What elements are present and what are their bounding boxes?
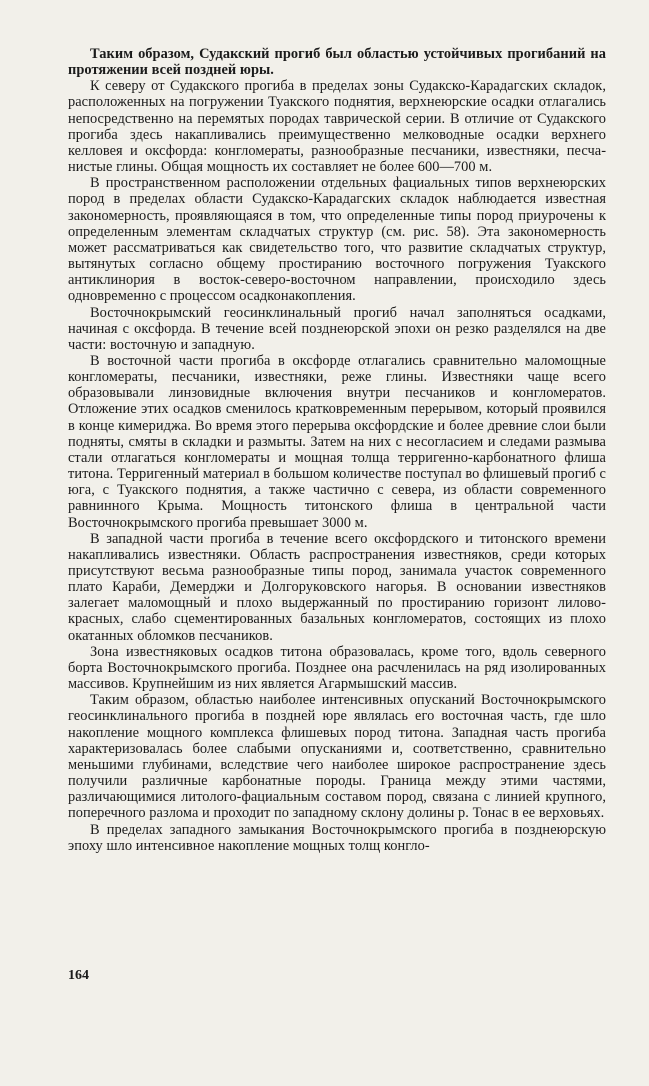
- paragraph: В пределах западного замыкания Восточнокрымского прогиба в позднеюрскую эпоху шло интенсивное накопление мощных толщ конгло-: [68, 821, 606, 854]
- paragraph: Таким образом, Судакский прогиб был областью устойчивых прогибаний на протяжении всей поздней юры.: [68, 46, 606, 79]
- paragraph: Восточнокрымский геосинклинальный прогиб начал заполняться осадками, начиная с оксфорда. В течение всей позднеюрской эпохи он резко разделялся на две части: восточную и западную.: [68, 304, 606, 353]
- page-number: 164: [68, 968, 89, 983]
- paragraph: В восточной части прогиба в оксфорде отлагались сравнительно маломощные конгломераты, песчаники, известняки, реже глины. Известняки чаще всего образовывали линзовидные включения внутри песчаников и конгломератов. Отложение этих осадков сменилось кратковременным перерывом, который проявился в конце кимериджа. Во время этого перерыва оксфордские и более древние слои были подняты, смяты в складки и размыты. Затем на них с несогласием и следами размыва стали отлагаться конгломераты и мощная толща терригенно-карбонатного флиша титона. Терригенный материал в большом количестве поступал во флишевый прогиб с юга, с Туакского поднятия, а также частично с севера, из области современного равнинного Крыма. Мощность титонского флиша в центральной части Восточнокрымского прогиба превышает 3000 м.: [68, 352, 606, 531]
- paragraph: Таким образом, областью наиболее интенсивных опусканий Восточнокрымского геосинклинального прогиба в поздней юре являлась его восточная часть, где шло накопление мощного комплекса флишевых пород титона. Западная часть прогиба характеризовалась более слабыми опусканиями и, соответственно, сравнительно меньшими глубинами, вследствие чего наиболее широкое распространение здесь получили различные карбонатные породы. Граница между этими частями, различающимися литолого-фациальным составом пород, связана с линией крупного, поперечного разлома и проходит по западному склону долины р. Тонас в ее верховьях.: [68, 692, 606, 822]
- paragraph: К северу от Судакского прогиба в пределах зоны Судакско-Карадагских складок, расположенных на погружении Туакского поднятия, верхнеюрские осадки отлагались непосредственно на перемятых породах таврической серии. В отличие от Судакского прогиба здесь накапливались преимущественно мелководные осадки верхнего келловея и оксфорда: конгломераты, разнообразные песчаники, известняки, песчанистые глины. Общая мощность их составляет не более 600—700 м.: [68, 78, 606, 176]
- page-text: [68, 46, 606, 854]
- paragraph: В пространственном расположении отдельных фациальных типов верхнеюрских пород в пределах области Судакско-Карадагских складок наблюдается известная закономерность, проявляющаяся в том, что определенные типы пород приурочены к определенным элементам складчатых структур (см. рис. 58). Эта закономерность может рассматриваться как свидетельство того, что развитие складчатых структур, вытянутых согласно общему простиранию восточного погружения Туакского антиклинория в восток-северо-восточном направлении, происходило здесь одновременно с процессом осадконакопления.: [68, 175, 606, 305]
- paragraph: В западной части прогиба в течение всего оксфордского и титонского времени накапливались известняки. Область распространения известняков, среди которых присутствуют весьма разнообразные типы пород, занимала участок современного плато Караби, Демерджи и Долгоруковского нагорья. В основании известняков залегает маломощный и плохо выдержанный по простиранию горизонт лилово-красных, слабо сцементированных базальных конгломератов, состоящих из плохо окатанных обломков песчаников.: [68, 530, 606, 644]
- paragraph: Зона известняковых осадков титона образовалась, кроме того, вдоль северного борта Восточнокрымского прогиба. Позднее она расчленилась на ряд изолированных массивов. Крупнейшим из них является Агармышский массив.: [68, 643, 606, 693]
